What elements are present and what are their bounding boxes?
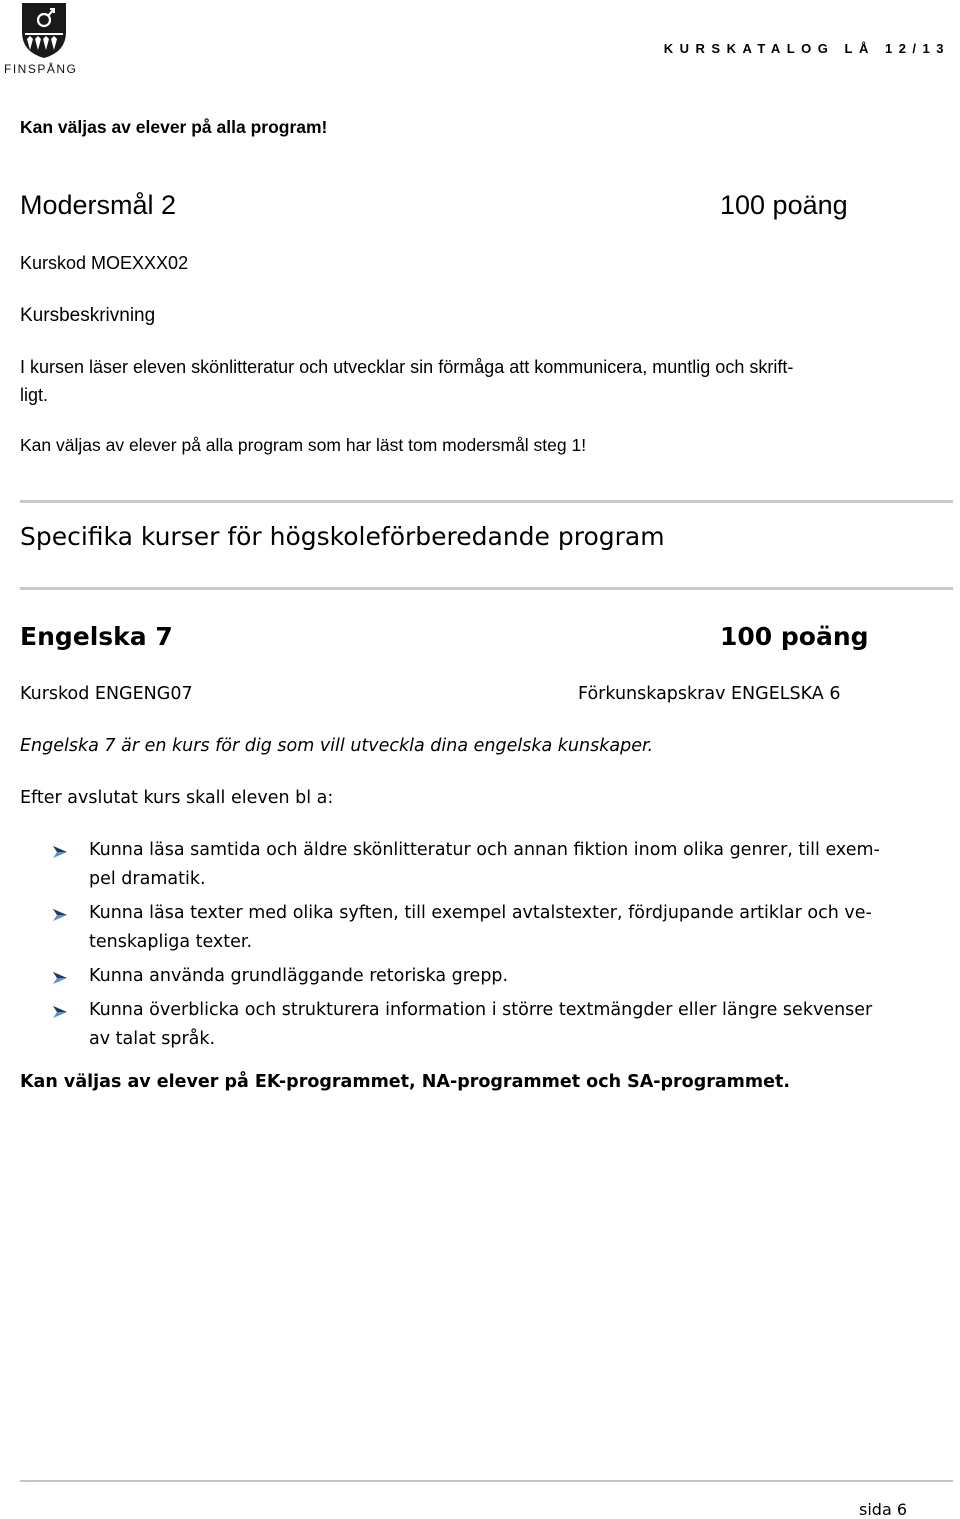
course1-points: 100 poäng [720,190,848,220]
arrow-bullet-icon [53,846,67,858]
section-heading: Specifika kurser för högskoleförberedande program [20,522,665,551]
course2-eligibility: Kan väljas av elever på EK-programmet, NA-programmet och SA-programmet. [20,1072,791,1092]
section-rule-top [20,500,953,503]
list-item-line: pel dramatik. [89,869,206,889]
course2-after-heading: Efter avslutat kurs skall eleven bl a: [20,788,334,808]
course1-code: Kurskod MOEXXX02 [20,253,189,273]
list-item-line: av talat språk. [89,1029,216,1049]
finspang-logo [0,0,92,80]
list-item-line: Kunna läsa samtida och äldre skönlitteratur och annan fiktion inom olika genrer, till exem- [89,840,880,860]
arrow-bullet-icon [53,1006,67,1018]
course2-prerequisite: Förkunskapskrav ENGELSKA 6 [578,684,841,704]
page-number: sida 6 [859,1500,908,1519]
arrow-bullet-icon [53,972,67,984]
list-item-line: Kunna använda grundläggande retoriska grepp. [89,966,509,986]
course2-code: Kurskod ENGENG07 [20,684,193,704]
intro-note: Kan väljas av elever på alla program! [20,117,328,137]
course1-eligibility: Kan väljas av elever på alla program som har läst tom modersmål steg 1! [20,435,587,455]
list-item-line: Kunna överblicka och strukturera information i större textmängder eller längre sekvenser [89,1000,873,1020]
course1-title: Modersmål 2 [20,190,177,220]
course1-desc-line2: ligt. [20,385,49,405]
footer-rule [20,1480,953,1482]
logo-wordmark: FINSPÅNG [4,62,78,76]
section-rule-bottom [20,587,953,590]
catalog-title: KURSKATALOG LÅ 12/13 [663,41,950,56]
course2-title: Engelska 7 [20,622,173,651]
list-item-line: tenskapliga texter. [89,932,253,952]
list-item-line: Kunna läsa texter med olika syften, till exempel avtalstexter, fördjupande artiklar och ve- [89,903,872,923]
course1-desc-heading: Kursbeskrivning [20,305,156,326]
course1-desc-line1: I kursen läser eleven skönlitteratur och utvecklar sin förmåga att kommunicera, muntlig och skrift- [20,357,794,377]
course2-points: 100 poäng [720,622,869,651]
course2-intro: Engelska 7 är en kurs för dig som vill utveckla dina engelska kunskaper. [20,736,654,756]
arrow-bullet-icon [53,909,67,921]
coat-of-arms-icon [0,0,92,60]
